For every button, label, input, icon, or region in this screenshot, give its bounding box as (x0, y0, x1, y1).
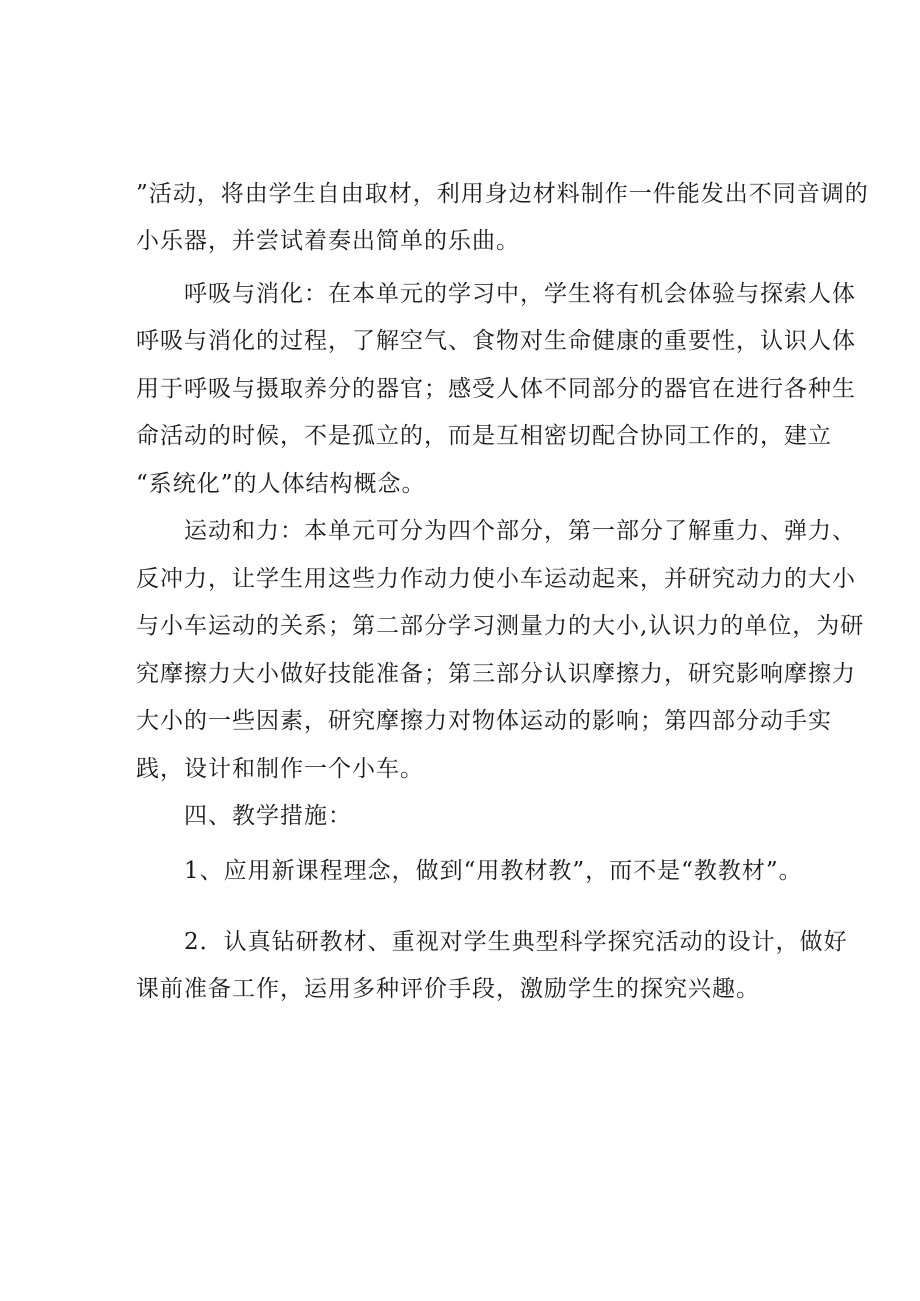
paragraph-line: 运动和力：本单元可分为四个部分，第一部分了解重力、弹力、 (184, 518, 856, 544)
paragraph-line: 呼吸与消化的过程，了解空气、食物对生命健康的重要性，认识人体 (136, 328, 856, 354)
list-item-2-continued: 课前准备工作，运用多种评价手段，激励学生的探究兴趣。 (136, 976, 760, 1002)
list-item-1: 1、应用新课程理念，做到“用教材教”，而不是“教教材”。 (184, 858, 803, 884)
paragraph-line: 命活动的时候，不是孤立的，而是互相密切配合协同工作的，建立 (136, 423, 832, 449)
section-heading: 四、教学措施： (184, 803, 352, 829)
paragraph-line: 小乐器，并尝试着奏出简单的乐曲。 (136, 228, 520, 254)
paragraph-line: “系统化”的人体结构概念。 (136, 471, 426, 497)
paragraph-line: ”活动，将由学生自由取材，利用身边材料制作一件能发出不同音调的 (136, 181, 869, 207)
paragraph-line: 呼吸与消化：在本单元的学习中，学生将有机会体验与探索人体 (184, 281, 856, 307)
list-item-2: 2．认真钻研教材、重视对学生典型科学探究活动的设计，做好 (184, 929, 848, 955)
paragraph-line: 与小车运动的关系；第二部分学习测量力的大小,认识力的单位，为研 (136, 613, 865, 639)
paragraph-line: 大小的一些因素，研究摩擦力对物体运动的影响；第四部分动手实 (136, 708, 832, 734)
paragraph-line: 践，设计和制作一个小车。 (136, 756, 424, 782)
paragraph-line: 用于呼吸与摄取养分的器官；感受人体不同部分的器官在进行各种生 (136, 376, 856, 402)
paragraph-line: 反冲力，让学生用这些力作动力使小车运动起来，并研究动力的大小 (136, 566, 856, 592)
paragraph-line: 究摩擦力大小做好技能准备；第三部分认识摩擦力，研究影响摩擦力 (136, 661, 856, 687)
